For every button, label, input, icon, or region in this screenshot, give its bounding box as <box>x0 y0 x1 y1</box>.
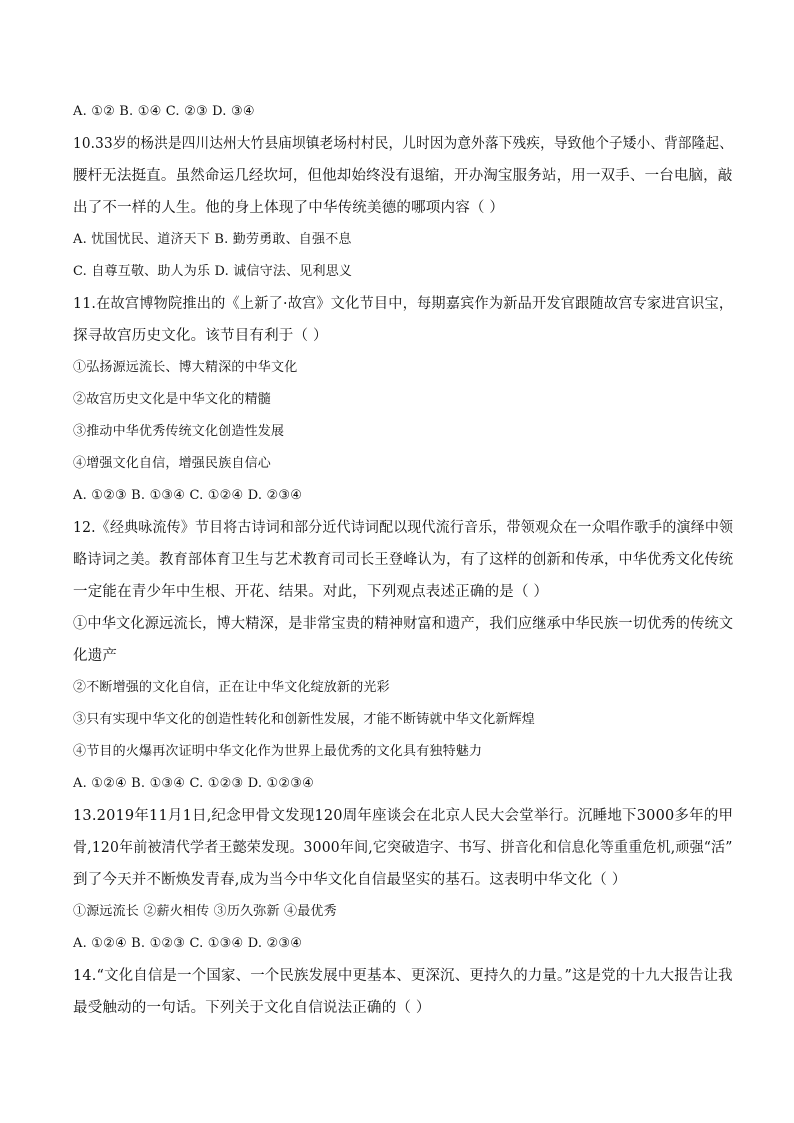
q13-stem-line-3: 到了今天并不断焕发青春,成为当今中华文化自信最坚实的基石。这表明中华文化（ ） <box>73 872 627 888</box>
q10-options-cd: C. 自尊互敬、助人为乐 D. 诚信守法、见利思义 <box>73 264 353 279</box>
q12-statement-3: ③只有实现中华文化的创造性转化和创新性发展，才能不断铸就中华文化新辉煌 <box>73 712 536 727</box>
q14-stem-line-1: 14.“文化自信是一个国家、一个民族发展中更基本、更深沉、更持久的力量。”这是党的十九大报告让我 <box>73 968 733 984</box>
q13-stem-line-2: 骨,120年前被清代学者王懿荣发现。3000年间,它突破造字、书写、拼音化和信息化等重重危机,顽强“活” <box>73 840 733 856</box>
q12-stem-line-3: 一定能在青少年中生根、开花、结果。对此，下列观点表述正确的是（ ） <box>73 584 549 600</box>
q13-options: A. ①②④ B. ①②③ C. ①③④ D. ②③④ <box>73 936 303 951</box>
q11-statement-4: ④增强文化自信，增强民族自信心 <box>73 456 272 471</box>
q12-statement-1-line-2: 化遗产 <box>73 648 118 664</box>
q13-stem-line-1: 13.2019年11月1日,纪念甲骨文发现120周年座谈会在北京人民大会堂举行。沉睡地下3000多年的甲 <box>73 808 734 824</box>
q12-stem-line-2: 略诗词之美。教育部体育卫生与艺术教育司司长王登峰认为，有了这样的创新和传承，中华优秀文化传统 <box>73 552 734 568</box>
q11-statement-1: ①弘扬源远流长、博大精深的中华文化 <box>73 360 298 375</box>
q13-statements: ①源远流长 ②薪火相传 ③历久弥新 ④最优秀 <box>73 904 337 919</box>
q11-options: A. ①②③ B. ①③④ C. ①②④ D. ②③④ <box>73 488 303 503</box>
q10-stem-line-2: 腰杆无法挺直。虽然命运几经坎坷，但他却始终没有退缩，开办淘宝服务站，用一双手、一台电脑，敲 <box>73 168 733 184</box>
q12-statement-1-line-1: ①中华文化源远流长，博大精深，是非常宝贵的精神财富和遗产，我们应继承中华民族一切优秀的传统文 <box>73 616 734 632</box>
q12-statement-2: ②不断增强的文化自信，正在让中华文化绽放新的光彩 <box>73 680 390 695</box>
q10-stem-line-3: 出了不一样的人生。他的身上体现了中华传统美德的哪项内容（ ） <box>73 200 505 216</box>
q9-options: A. ①② B. ①④ C. ②③ D. ③④ <box>73 104 255 119</box>
q12-statement-4: ④节目的火爆再次证明中华文化作为世界上最优秀的文化具有独特魅力 <box>73 744 483 759</box>
q12-stem-line-1: 12.《经典咏流传》节目将古诗词和部分近代诗词配以现代流行音乐，带领观众在一众唱作歌手的演绎中领 <box>73 520 734 536</box>
q11-stem-line-2: 探寻故宫历史文化。该节目有利于（ ） <box>73 328 328 344</box>
q11-statement-2: ②故宫历史文化是中华文化的精髓 <box>73 392 272 407</box>
q10-options-ab: A. 忧国忧民、道济天下 B. 勤劳勇敢、自强不息 <box>73 232 352 247</box>
q12-options: A. ①②④ B. ①③④ C. ①②③ D. ①②③④ <box>73 776 314 791</box>
q10-stem-line-1: 10.33岁的杨洪是四川达州大竹县庙坝镇老场村村民，儿时因为意外落下残疾，导致他个子矮小、背部隆起、 <box>73 136 734 152</box>
q14-stem-line-2: 最受触动的一句话。下列关于文化自信说法正确的（ ） <box>73 1000 431 1016</box>
q11-statement-3: ③推动中华优秀传统文化创造性发展 <box>73 424 285 439</box>
q11-stem-line-1: 11.在故宫博物院推出的《上新了·故宫》文化节目中，每期嘉宾作为新品开发官跟随故宫专家进宫识宝， <box>73 296 734 312</box>
